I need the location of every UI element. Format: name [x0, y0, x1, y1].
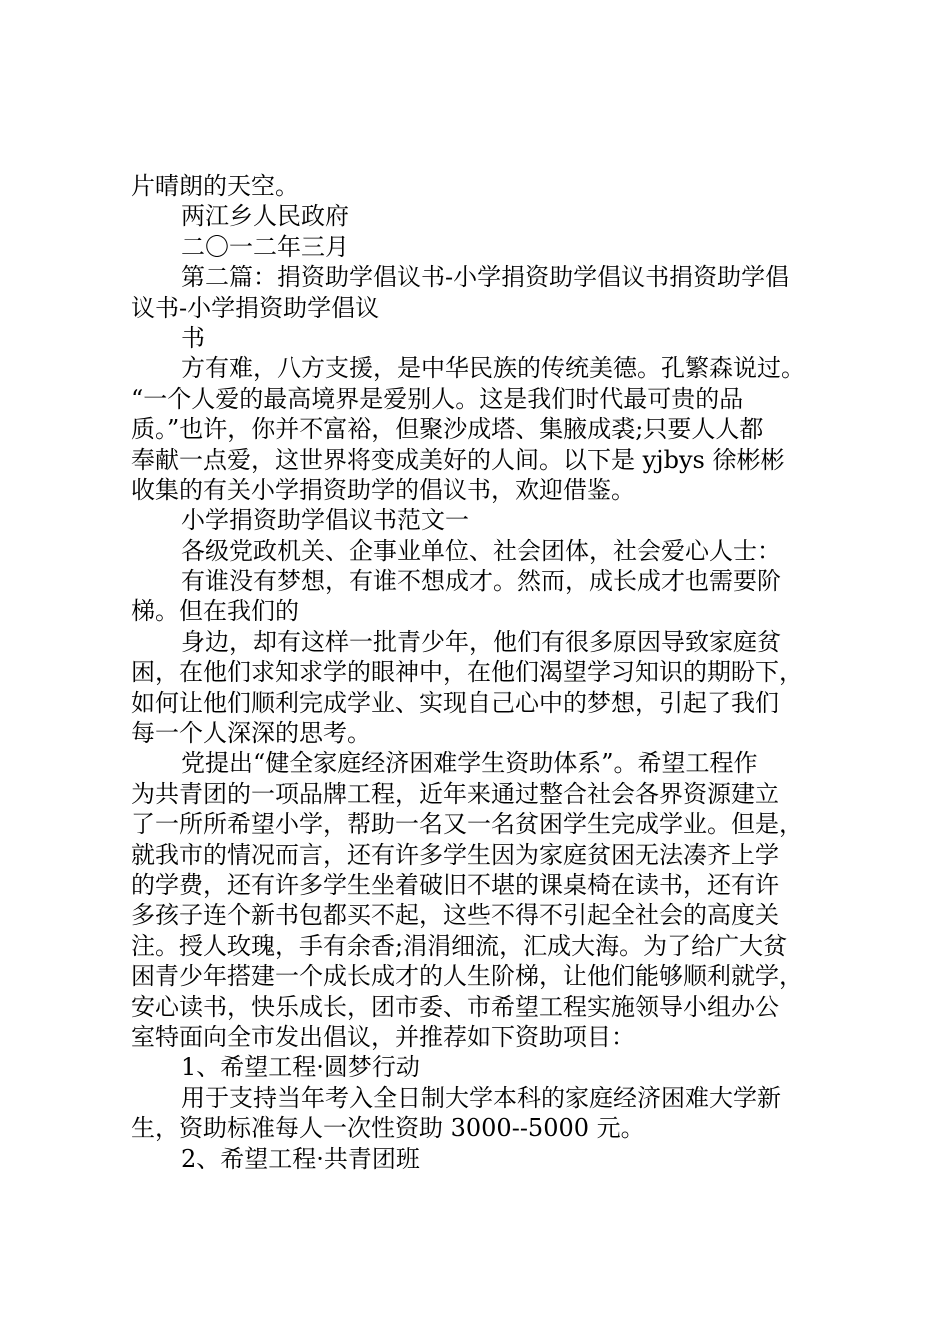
text-line: 奉献一点爱，这世界将变成美好的人间。以下是 yjbys 徐彬彬: [131, 445, 785, 474]
text-line: 生，资助标准每人一次性资助 3000--5000 元。: [131, 1114, 645, 1143]
text-line: 有谁没有梦想，有谁不想成才。然而，成长成才也需要阶: [181, 567, 781, 596]
text-line: 用于支持当年考入全日制大学本科的家庭经济困难大学新: [181, 1083, 781, 1112]
text-line: 二〇一二年三月: [181, 232, 349, 261]
text-line: 1、希望工程·圆梦行动: [181, 1053, 420, 1082]
text-line: 第二篇：捐资助学倡议书-小学捐资助学倡议书捐资助学倡: [181, 263, 790, 292]
text-line: 2、希望工程·共青团班: [181, 1144, 420, 1173]
text-line: 书: [181, 323, 205, 352]
text-line: 收集的有关小学捐资助学的倡议书，欢迎借鉴。: [131, 475, 635, 504]
text-line: 困，在他们求知求学的眼神中，在他们渴望学习知识的期盼下，: [131, 658, 803, 687]
text-line: “一个人爱的最高境界是爱别人。这是我们时代最可贵的品: [131, 384, 744, 413]
text-line: 多孩子连个新书包都买不起，这些不得不引起全社会的高度关: [131, 901, 779, 930]
text-line: 两江乡人民政府: [181, 202, 349, 231]
text-line: 了一所所希望小学，帮助一名又一名贫困学生完成学业。但是，: [131, 810, 803, 839]
text-line: 为共青团的一项品牌工程，近年来通过整合社会各界资源建立: [131, 779, 779, 808]
text-line: 议书-小学捐资助学倡议: [131, 293, 380, 322]
text-line: 方有难，八方支援，是中华民族的传统美德。孔繁森说过。: [181, 354, 805, 383]
text-line: 注。授人玫瑰，手有余香;涓涓细流，汇成大海。为了给广大贫: [131, 931, 788, 960]
document-body: [131, 171, 861, 1174]
text-line: 各级党政机关、企事业单位、社会团体，社会爱心人士：: [181, 536, 781, 565]
text-line: 安心读书，快乐成长，团市委、市希望工程实施领导小组办公: [131, 992, 779, 1021]
text-line: 室特面向全市发出倡议，并推荐如下资助项目：: [131, 1022, 635, 1051]
text-line: 质。”也许，你并不富裕，但聚沙成塔、集腋成裘;只要人人都: [131, 415, 764, 444]
text-line: 的学费，还有许多学生坐着破旧不堪的课桌椅在读书，还有许: [131, 870, 779, 899]
text-line: 小学捐资助学倡议书范文一: [181, 506, 469, 535]
text-line: 困青少年搭建一个成长成才的人生阶梯，让他们能够顺利就学，: [131, 962, 803, 991]
text-line: 身边，却有这样一批青少年，他们有很多原因导致家庭贫: [181, 627, 781, 656]
text-line: 党提出“健全家庭经济困难学生资助体系”。希望工程作: [181, 749, 758, 778]
text-line: 梯。但在我们的: [131, 597, 299, 626]
text-line: 每一个人深深的思考。: [131, 719, 371, 748]
text-line: 就我市的情况而言，还有许多学生因为家庭贫困无法凑齐上学: [131, 840, 779, 869]
text-line: 片晴朗的天空。: [131, 172, 299, 200]
text-line: 如何让他们顺利完成学业、实现自己心中的梦想，引起了我们: [131, 688, 779, 717]
